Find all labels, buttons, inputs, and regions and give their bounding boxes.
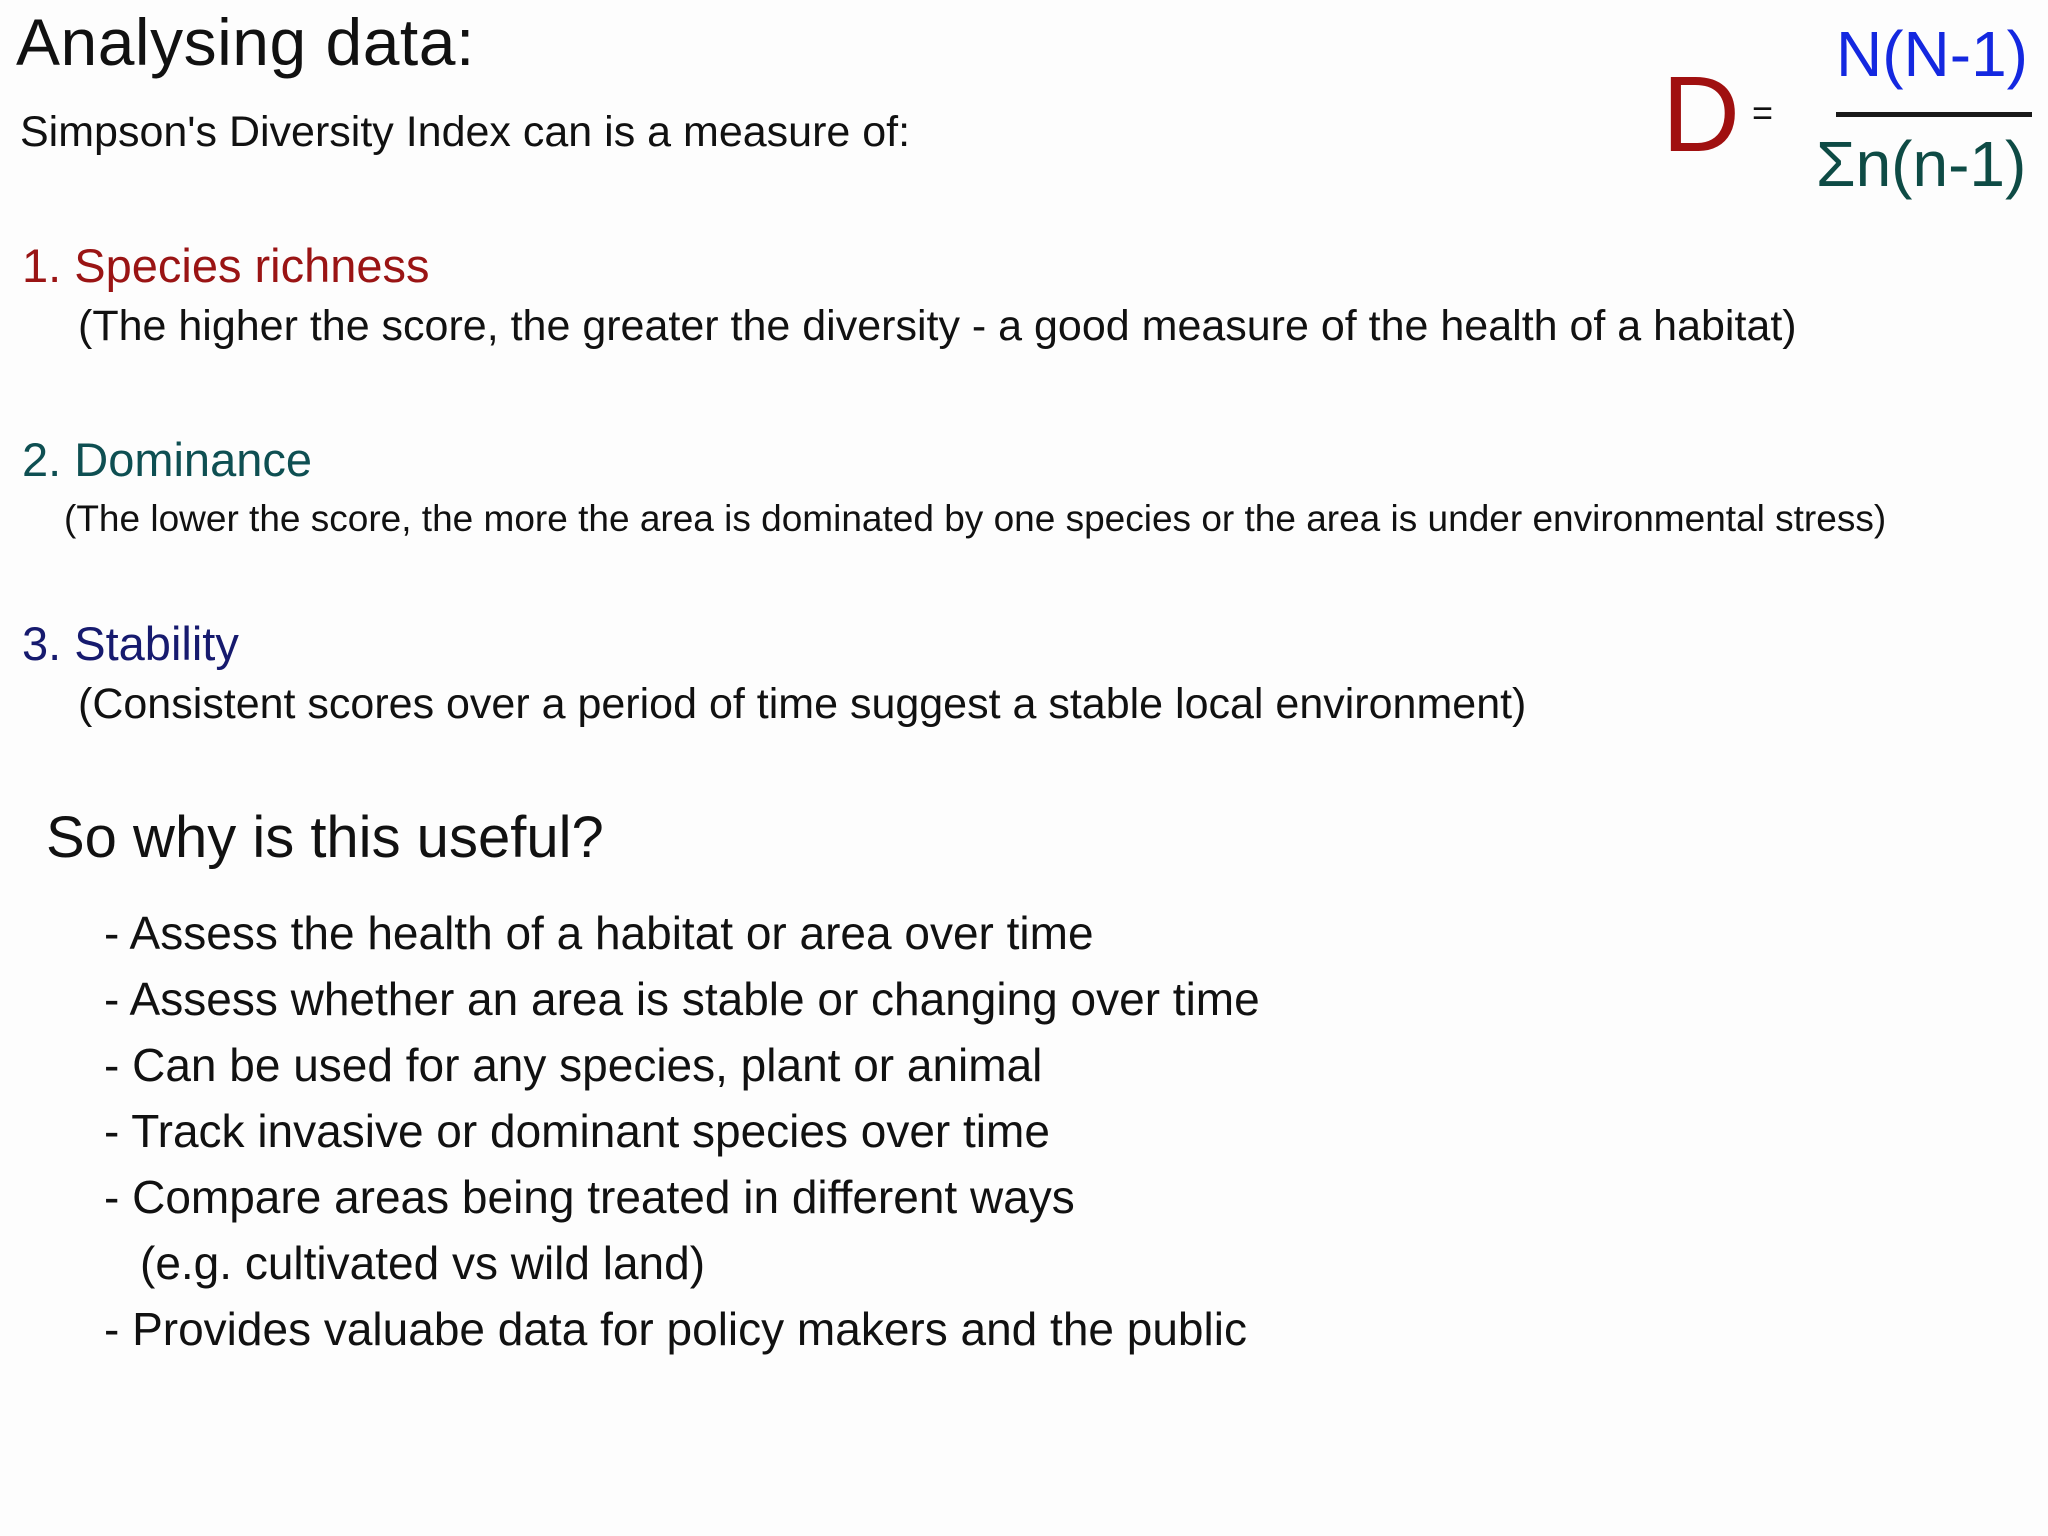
list-item: - Compare areas being treated in different ways	[104, 1171, 1075, 1223]
list-item: - Assess whether an area is stable or changing over time	[104, 973, 1260, 1025]
formula-fraction-bar	[1836, 112, 2032, 117]
formula-equals: =	[1752, 92, 1774, 133]
point-dominance-detail: (The lower the score, the more the area is dominated by one species or the area is under environmental stress)	[64, 498, 1887, 539]
point-stability-detail: (Consistent scores over a period of time suggest a stable local environment)	[78, 680, 1527, 728]
list-item-continuation: (e.g. cultivated vs wild land)	[140, 1237, 706, 1289]
formula-lhs: D	[1662, 53, 1740, 174]
slide-title: Analysing data:	[16, 5, 475, 79]
list-item: - Provides valuabe data for policy makers and the public	[104, 1303, 1247, 1355]
point-species-richness-heading: 1. Species richness	[22, 239, 430, 292]
subtitle: Simpson's Diversity Index can is a measure of:	[20, 108, 911, 156]
list-item: - Can be used for any species, plant or animal	[104, 1039, 1043, 1091]
list-item: - Track invasive or dominant species over time	[104, 1105, 1050, 1157]
list-item: - Assess the health of a habitat or area over time	[104, 907, 1094, 959]
point-stability-heading: 3. Stability	[22, 617, 239, 670]
point-species-richness-detail: (The higher the score, the greater the diversity - a good measure of the health of a habitat)	[78, 302, 1797, 350]
formula-numerator: N(N-1)	[1836, 18, 2028, 90]
formula-denominator: Σn(n-1)	[1816, 128, 2027, 200]
useful-bullet-list	[104, 900, 1260, 1362]
point-dominance-heading: 2. Dominance	[22, 433, 312, 486]
useful-heading: So why is this useful?	[46, 805, 604, 870]
